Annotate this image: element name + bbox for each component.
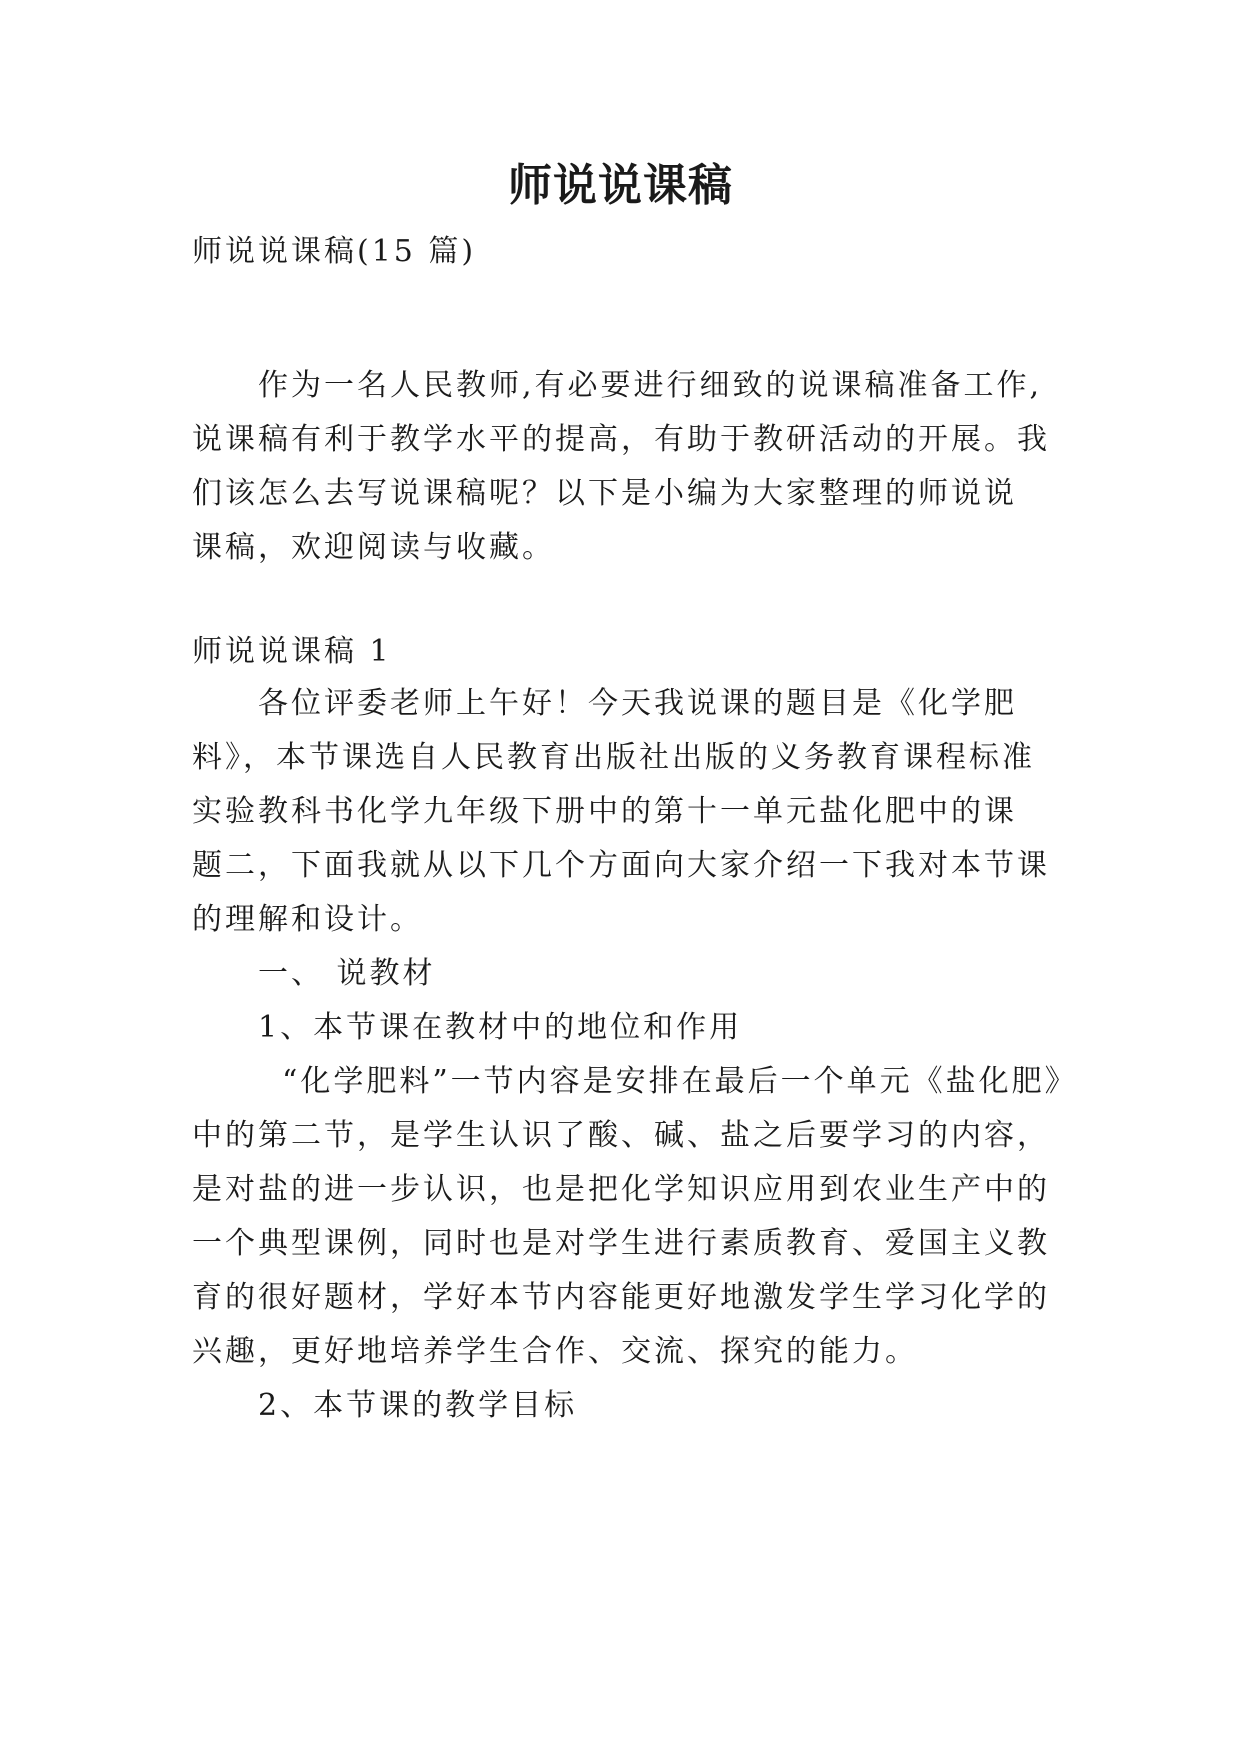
heading-1-2: 2、本节课的教学目标 (258, 1388, 578, 1423)
para2-line-4: 一个典型课例，同时也是对学生进行素质教育、爱国主义教 (192, 1226, 1050, 1261)
para1-line-2: 料》，本节课选自人民教育出版社出版的义务教育课程标准 (192, 740, 1035, 775)
document-subtitle: 师说说课稿(15 篇) (192, 234, 477, 269)
intro-line-3: 们该怎么去写说课稿呢？以下是小编为大家整理的师说说 (192, 476, 1017, 511)
intro-line-4: 课稿，欢迎阅读与收藏。 (192, 530, 555, 565)
intro-line-1: 作为一名人民教师,有必要进行细致的说课稿准备工作, (258, 368, 1043, 403)
section-heading: 师说说课稿 1 (192, 634, 392, 669)
para1-line-3: 实验教科书化学九年级下册中的第十一单元盐化肥中的课 (192, 794, 1017, 829)
para1-line-5: 的理解和设计。 (192, 902, 423, 937)
heading-1-1: 1、本节课在教材中的地位和作用 (258, 1010, 743, 1045)
heading-one: 一、 说教材 (258, 956, 436, 991)
para1-line-1: 各位评委老师上午好！今天我说课的题目是《化学肥 (258, 686, 1017, 721)
intro-line-2: 说课稿有利于教学水平的提高，有助于教研活动的开展。我 (192, 422, 1050, 457)
para2-line-5: 育的很好题材，学好本节内容能更好地激发学生学习化学的 (192, 1280, 1050, 1315)
para2-line-6: 兴趣，更好地培养学生合作、交流、探究的能力。 (192, 1334, 918, 1369)
para2-line-1: “化学肥料”一节内容是安排在最后一个单元《盐化肥》 (282, 1064, 1078, 1099)
para1-line-4: 题二，下面我就从以下几个方面向大家介绍一下我对本节课 (192, 848, 1050, 883)
para2-line-3: 是对盐的进一步认识，也是把化学知识应用到农业生产中的 (192, 1172, 1050, 1207)
para2-line-2: 中的第二节，是学生认识了酸、碱、盐之后要学习的内容， (192, 1118, 1050, 1153)
document-title: 师说说课稿 (508, 160, 733, 211)
